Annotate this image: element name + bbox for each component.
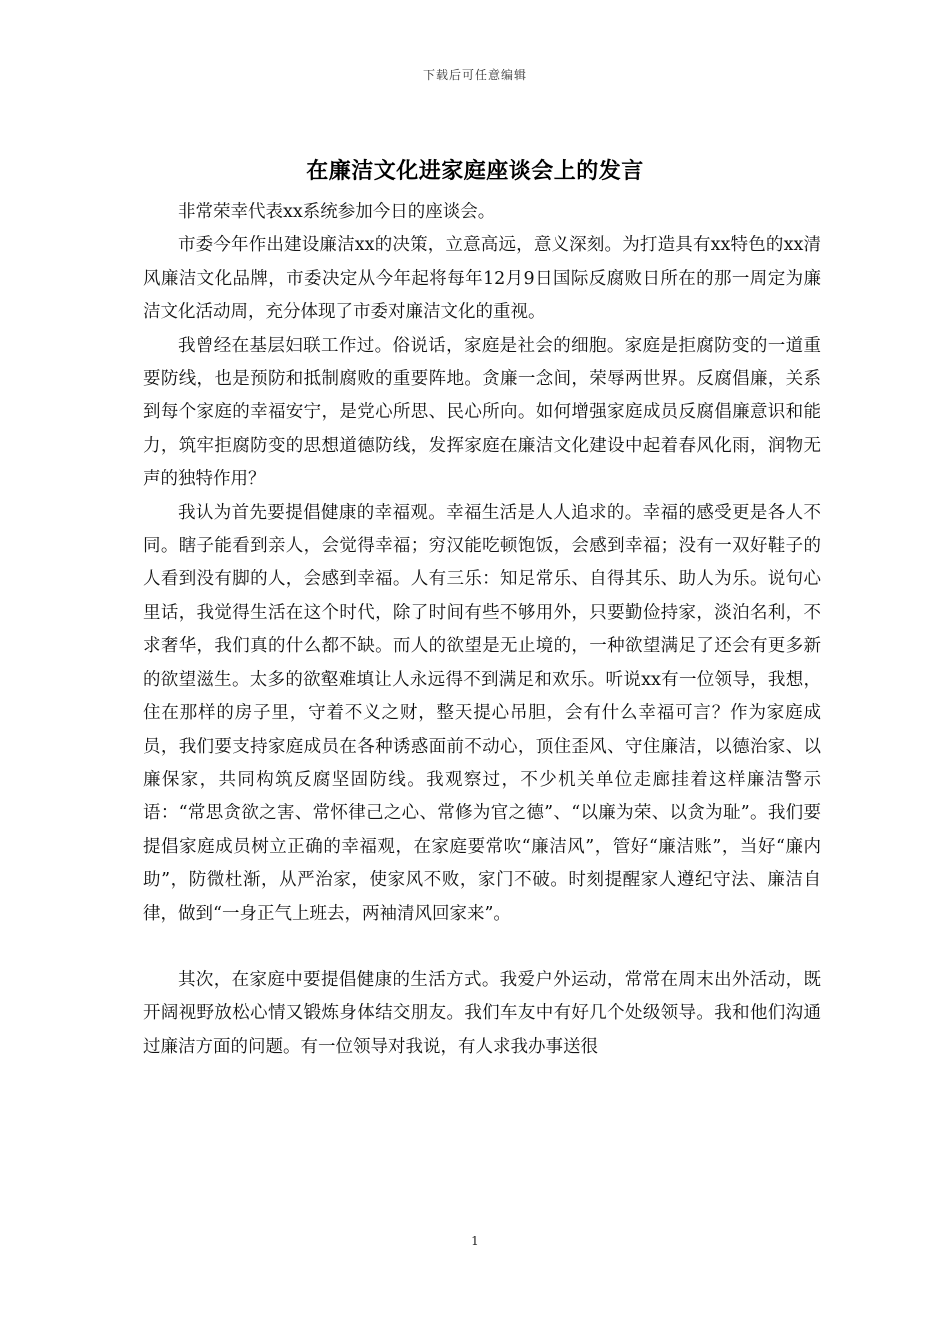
paragraph-happiness-view: 我认为首先要提倡健康的幸福观。幸福生活是人人追求的。幸福的感受更是各人不同。瞎子能看到亲人，会觉得幸福；穷汉能吃顿饱饭，会感到幸福；没有一双好鞋子的人看到没有脚的人，会感到幸福。人有三乐：知足常乐、自得其乐、助人为乐。说句心里话，我觉得生活在这个时代，除了时间有些不够用外，只要勤俭持家，淡泊名利，不求奢华，我们真的什么都不缺。而人的欲望是无止境的，一种欲望满足了还会有更多新的欲望滋生。太多的欲壑难填让人永远得不到满足和欢乐。听说xx有一位领导，我想，住在那样的房子里，守着不义之财，整天提心吊胆，会有什么幸福可言？作为家庭成员，我们要支持家庭成员在各种诱惑面前不动心，顶住歪风、守住廉洁，以德治家、以廉保家，共同构筑反腐坚固防线。我观察过，不少机关单位走廊挂着这样廉洁警示语：“常思贪欲之害、常怀律己之心、常修为官之德”、“以廉为荣、以贪为耻”。我们要提倡家庭成员树立正确的幸福观，在家庭要常吹“廉洁风”，管好“廉洁账”，当好“廉内助”，防微杜渐，从严治家，使家风不败，家门不破。时刻提醒家人遵纪守法、廉洁自律，做到“一身正气上班去，两袖清风回家来”。 <box>143 502 821 924</box>
paragraph-city-decision: 市委今年作出建设廉洁xx的决策，立意高远，意义深刻。为打造具有xx特色的xx清风廉洁文化品牌，市委决定从今年起将每年12月9日国际反腐败日所在的那一周定为廉洁文化活动周，充分体现了市委对廉洁文化的重视。 <box>143 235 821 323</box>
document-body <box>143 196 821 1064</box>
paragraph-lifestyle: 其次，在家庭中要提倡健康的生活方式。我爱户外运动，常常在周末出外活动，既开阔视野放松心情又锻炼身体结交朋友。我们车友中有好几个处级领导。我和他们沟通过廉洁方面的问题。有一位领导对我说，有人求我办事送很 <box>143 969 821 1057</box>
paragraph-intro: 非常荣幸代表xx系统参加今日的座谈会。 <box>178 202 496 222</box>
header-note: 下载后可任意编辑 <box>422 68 527 82</box>
page-number: 1 <box>471 1234 479 1248</box>
paragraph-family-defense: 我曾经在基层妇联工作过。俗说话，家庭是社会的细胞。家庭是拒腐防变的一道重要防线，也是预防和抵制腐败的重要阵地。贪廉一念间，荣辱两世界。反腐倡廉，关系到每个家庭的幸福安宁，是党心所思、民心所向。如何增强家庭成员反腐倡廉意识和能力，筑牢拒腐防变的思想道德防线，发挥家庭在廉洁文化建设中起着春风化雨，润物无声的独特作用？ <box>143 335 821 490</box>
page-title: 在廉洁文化进家庭座谈会上的发言 <box>306 159 644 184</box>
